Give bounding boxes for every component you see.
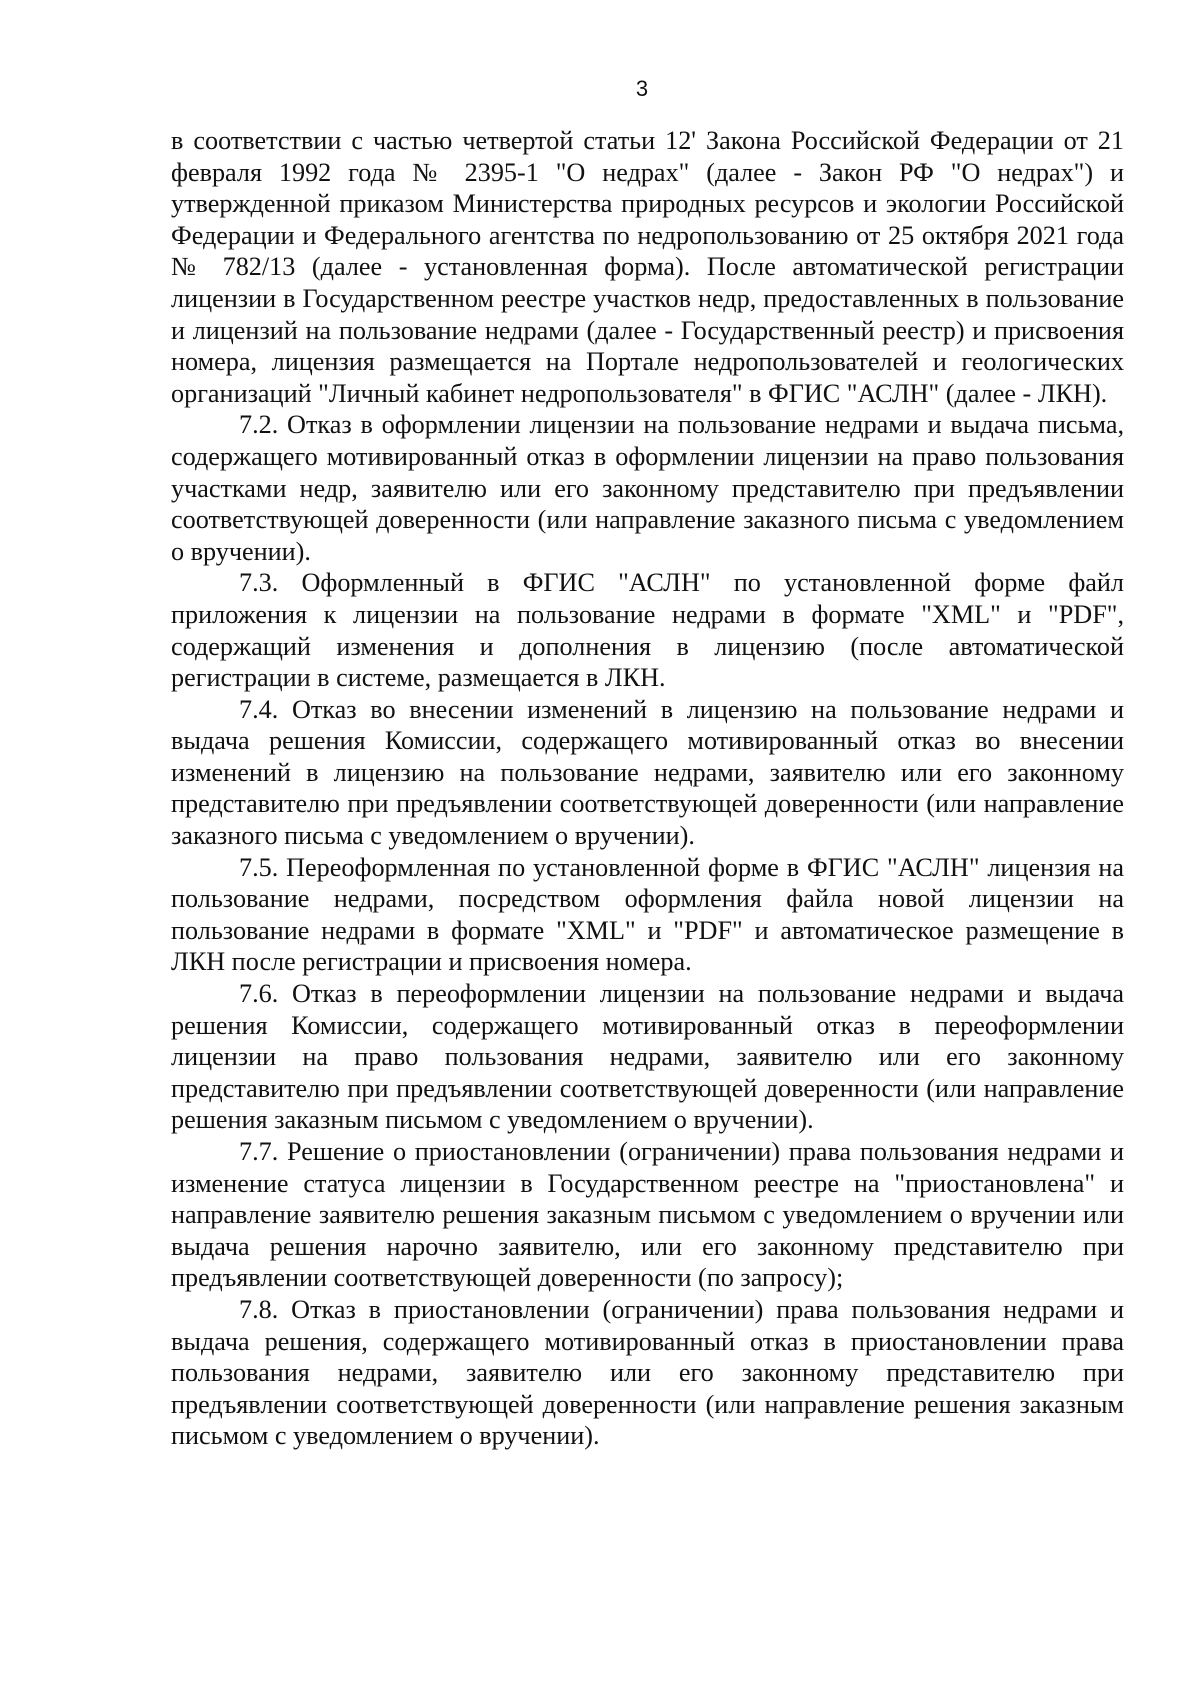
paragraph-7-8: 7.8. Отказ в приостановлении (ограничении) права пользования недрами и выдача решения, содержащего мотивированный отказ в приостановлении права пользования недрами, заявителю или его законному представителю при предъявлении соответствующей доверенности (или направление решения заказным письмом с уведомлением о вручении). — [171, 1294, 1124, 1451]
paragraph-7-3: 7.3. Оформленный в ФГИС "АСЛН" по установленной форме файл приложения к лицензии на пользование недрами в формате "XML" и "PDF", содержащий изменения и дополнения в лицензию (после автоматической регистрации в системе, размещается в ЛКН. — [171, 568, 1124, 693]
paragraph-7-7: 7.7. Решение о приостановлении (ограничении) права пользования недрами и изменение статуса лицензии в Государственном реестре на "приостановлена" и направление заявителю решения заказным письмом с уведомлением о вручении или выдача решения нарочно заявителю, или его законному представителю при предъявлении соответствующей доверенности (по запросу); — [171, 1137, 1124, 1293]
paragraph-7-6: 7.6. Отказ в переоформлении лицензии на пользование недрами и выдача решения Комиссии, содержащего мотивированный отказ в переоформлении лицензии на право пользования недрами, заявителю или его законному представителю при предъявлении соответствующей доверенности (или направление решения заказным письмом с уведомлением о вручении). — [171, 979, 1124, 1135]
paragraph-7-2: 7.2. Отказ в оформлении лицензии на пользование недрами и выдача письма, содержащего мотивированный отказ в оформлении лицензии на право пользования участками недр, заявителю или его законному представителю при предъявлении соответствующей доверенности (или направление заказного письма с уведомлением о вручении). — [171, 410, 1124, 566]
paragraph-7-5: 7.5. Переоформленная по установленной форме в ФГИС "АСЛН" лицензия на пользование недрами, посредством оформления файла новой лицензии на пользование недрами в формате "XML" и "PDF" и автоматическое размещение в ЛКН после регистрации и присвоения номера. — [171, 852, 1124, 977]
page-number: 3 — [635, 76, 649, 101]
document-body — [171, 125, 1124, 1452]
paragraph-intro: в соответствии с частью четвертой статьи 12' Закона Российской Федерации от 21 февраля 1992 года № 2395-1 "О недрах" (далее - Закон РФ "О недрах") и утвержденной приказом Министерства природных ресурсов и экологии Российской Федерации и Федерального агентства по недропользованию от 25 октября 2021 года № 782/13 (далее - установленная форма). После автоматической регистрации лицензии в Государственном реестре участков недр, предоставленных в пользование и лицензий на пользование недрами (далее - Государственный реестр) и присвоения номера, лицензия размещается на Портале недропользователей и геологических организаций "Личный кабинет недропользователя" в ФГИС "АСЛН" (далее - ЛКН). — [171, 126, 1124, 408]
paragraph-7-4: 7.4. Отказ во внесении изменений в лицензию на пользование недрами и выдача решения Комиссии, содержащего мотивированный отказ во внесении изменений в лицензию на пользование недрами, заявителю или его законному представителю при предъявлении соответствующей доверенности (или направление заказного письма с уведомлением о вручении). — [171, 694, 1124, 851]
